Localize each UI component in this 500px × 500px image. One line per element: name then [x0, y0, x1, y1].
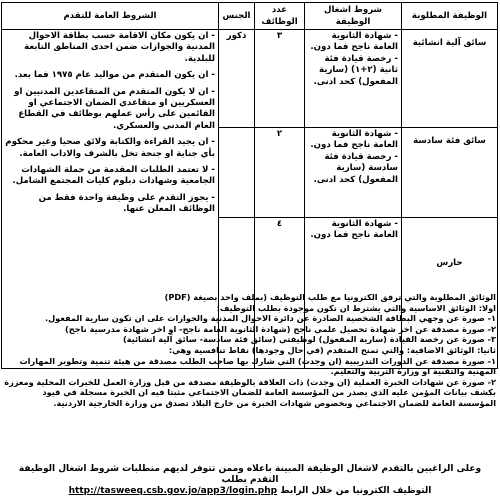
footer-line-2 — [4, 486, 496, 497]
table-header-row — [2, 3, 498, 30]
general-condition: - يجوز التقدم على وظيفة واحدة فقط من الوظائف المعلن عنها. — [5, 193, 215, 216]
job-condition: - شهادة الثانوية العامة ناجح فما دون. — [308, 219, 398, 242]
header-job: الوظيفة المطلوبة — [402, 3, 498, 30]
document-item: ٢- صورة عن شهادات الخبرة العملية (ان وجدت) ذات العلاقة بالوظيفة مصدقة من قبل وزارة العمل للخبرات المحلية ومعززة بكشف بيانات المؤمن عليه الذي يصدر من المؤسسة العامة للضمان الاجتماعي مثبتا فيه ان الخبرة مسجلة في قيود المؤسسة العامة للضمان الاجتماعي وبخصوص شهادات الخبرة من خارج البلاد تصدق من وزارة الخارجية الاردنية. — [4, 376, 496, 408]
header-count: عدد الوظائف — [255, 3, 305, 30]
basic-documents-heading: اولا: الوثائق الاساسية والتي يشترط ان تكون موجودة بطلب التوظيف: — [216, 302, 496, 313]
application-link[interactable]: http://tasweeq.csb.gov.jo/app3/login.php — [68, 486, 278, 496]
document-item: ١- صورة مصدقة عن الدورات التدريبية (ان وجدت) التي شارك بها صاحب الطلب مصدقة من هيئة تنمية وتطوير المهارات المهنية والتقنية او وزارة التربية والتعليم. — [19, 355, 496, 377]
required-documents-section — [4, 292, 496, 409]
job-conditions-cell — [305, 128, 402, 218]
general-condition: - ان لا يكون المتقدم من المتقاعدين المدنيين او العسكريين او متقاعدي الضمان الاجتماعي او القائمين على رأس عملهم بوظائف في القطاع العام المدني والعسكري. — [5, 87, 215, 133]
header-general: الشروط العامة للتقدم — [2, 3, 219, 30]
application-footer — [4, 464, 496, 497]
footer-prefix: التوظيف الكترونيا من خلال الرابط — [280, 486, 432, 496]
general-condition: - ان يجيد القراءة والكتابة ولائق صحيا وغير محكوم بأي جناية او جنحة تخل بالشرف والاداب العامة. — [5, 137, 215, 160]
job-condition: - رخصة قيادة فئة سادسة (سارية المفعول) كحد ادنى. — [308, 152, 398, 186]
document-item: ٢- صورة مصدقة عن اخر شهادة تحصيل علمي ناجح (شهادة الثانوية العامة ناجح- او اخر شهادة مدرسية ناجح) — [65, 323, 496, 334]
additional-documents-heading: ثانيا: الوثائق الاضافية: والتي تمنح المتقدم (في حال وجودها) نقاط تنافسية وهي: — [168, 344, 496, 355]
job-condition: - شهادة الثانوية العامة ناجح فما دون. — [308, 31, 398, 54]
job-gender — [219, 128, 255, 218]
job-title: حارس — [402, 218, 498, 369]
job-title: سائق فئة سادسة — [402, 128, 498, 218]
table-row — [2, 30, 498, 128]
general-condition: - ان يكون المتقدم من مواليد عام ١٩٧٥ فما بعد. — [5, 70, 215, 81]
job-count: ٤ — [255, 218, 305, 369]
general-condition: - لا تعتمد الطلبات المقدمة من حملة الشهادات الجامعية وشهادات دبلوم كليات المجتمع الشامل. — [5, 165, 215, 188]
document-item: ١- صورة عن وجهي البطاقة الشخصية الصادرة عن دائرة الاحوال المدنية والجوازات على ان تكون سارية المفعول. — [44, 313, 496, 324]
job-condition: - شهادة الثانوية العامة ناجح فما دون. — [308, 129, 398, 152]
job-count: ٢ — [255, 128, 305, 218]
job-condition: - رخصة قيادة فئة ثانية (٢+١) (سارية المفعول) كحد ادنى. — [308, 54, 398, 88]
document-item: ٣- صورة عن رخصة القيادة (سارية المفعول) لوظيفتي (سائق فئة سادسة- سائق آلية انشائية) — [122, 334, 496, 345]
header-gender: الجنس — [219, 3, 255, 30]
general-condition: - ان يكون مكان الاقامة حسب بطاقة الاحوال المدنية والجوازات ضمن احدى المناطق التابعة للبلدية. — [5, 31, 215, 65]
job-gender: ذكور — [219, 30, 255, 128]
job-title: سائق آلية انشائية — [402, 30, 498, 128]
documents-intro: الوثائق المطلوبة والتي ترفق الكترونيا مع طلب التوظيف (بملف واحد بصيغة (PDF) — [164, 292, 496, 302]
footer-line-1: وعلى الراغبين بالتقدم لاشغال الوظيفة المبينة باعلاه وممن تتوفر لديهم متطلبات شروط اشغال الوظيفة التقدم بطلب — [18, 464, 482, 485]
job-count: ٣ — [255, 30, 305, 128]
header-conditions: شروط اشغال الوظيفة — [305, 3, 402, 30]
job-conditions-cell — [305, 30, 402, 128]
